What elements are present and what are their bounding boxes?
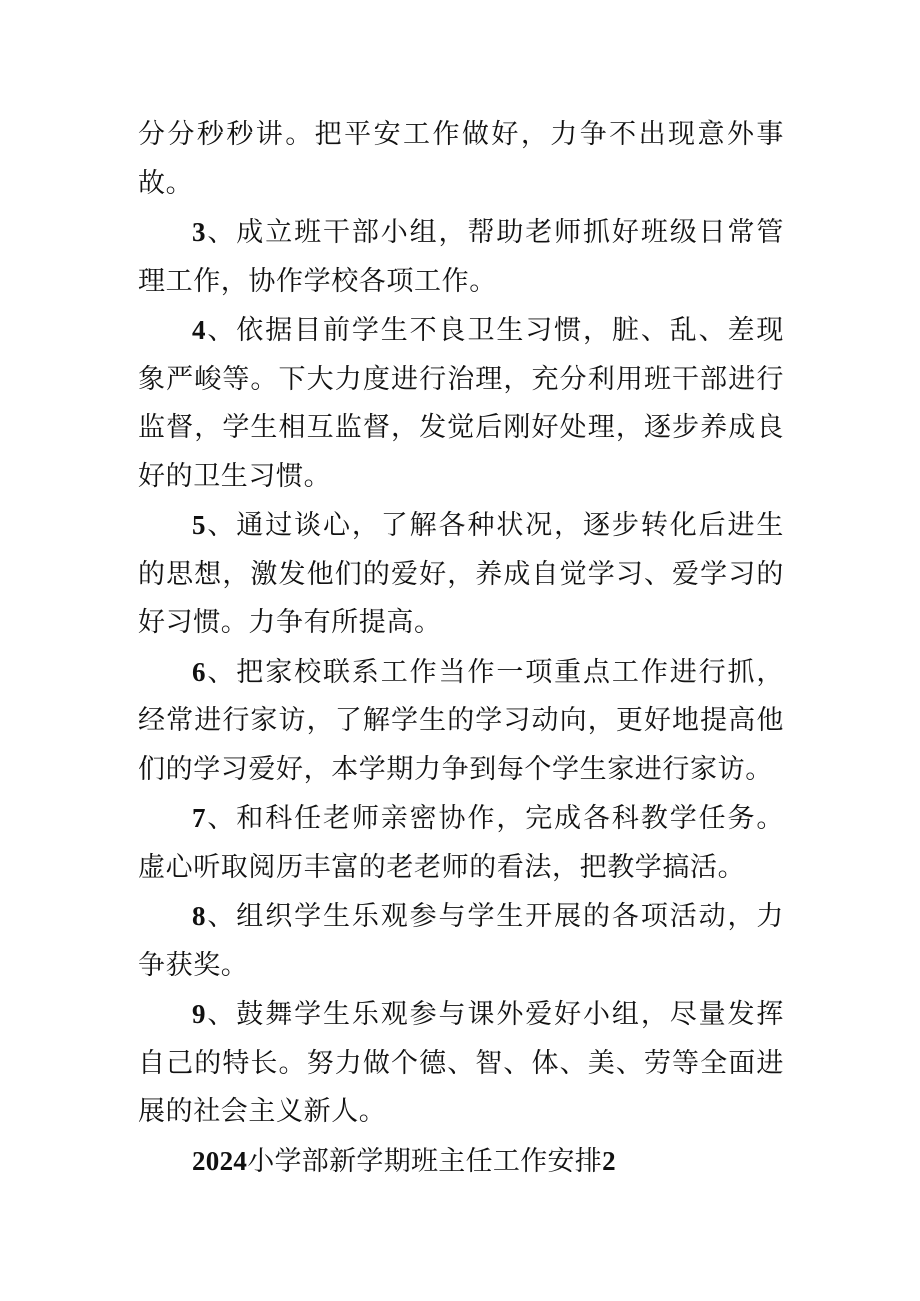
item-text: 、成立班干部小组，帮助老师抓好班级日常管理工作，协作学校各项工作。: [138, 217, 784, 297]
section-heading: [138, 1137, 784, 1187]
item-text: 、组织学生乐观参与学生开展的各项活动，力争获奖。: [138, 901, 784, 981]
list-item-9: [138, 990, 784, 1137]
item-number: 5: [192, 510, 207, 540]
list-item-7: [138, 794, 784, 892]
item-text: 、鼓舞学生乐观参与课外爱好小组，尽量发挥自己的特长。努力做个德、智、体、美、劳等全面进展的社会主义新人。: [138, 999, 784, 1127]
list-item-6: [138, 648, 784, 795]
item-number: 6: [192, 656, 207, 687]
item-text: 、依据目前学生不良卫生习惯，脏、乱、差现象严峻等。下大力度进行治理，充分利用班干部进行监督，学生相互监督，发觉后刚好处理，逐步养成良好的卫生习惯。: [138, 315, 784, 492]
item-text: 、通过谈心，了解各种状况，逐步转化后进生的思想，激发他们的爱好，养成自觉学习、爱学习的好习惯。力争有所提高。: [138, 510, 784, 638]
paragraph-continued: [138, 111, 784, 208]
paragraph-text: 分分秒秒讲。把平安工作做好，力争不出现意外事故。: [138, 119, 784, 199]
list-item-4: [138, 306, 784, 501]
item-number: 4: [192, 315, 207, 345]
heading-year: 2024: [192, 1145, 248, 1176]
item-text: 、和科任老师亲密协作，完成各科教学任务。虚心听取阅历丰富的老老师的看法，把教学搞活。: [138, 803, 784, 883]
list-item-8: [138, 892, 784, 990]
item-text: 、把家校联系工作当作一项重点工作进行抓，经常进行家访，了解学生的学习动向，更好地提高他们的学习爱好，本学期力争到每个学生家进行家访。: [138, 656, 784, 785]
list-item-5: [138, 501, 784, 648]
heading-text: 小学部新学期班主任工作安排: [247, 1145, 603, 1177]
heading-suffix: 2: [602, 1145, 616, 1176]
item-number: 3: [192, 217, 207, 247]
item-number: 9: [192, 999, 207, 1029]
item-number: 7: [192, 803, 207, 833]
item-number: 8: [192, 901, 207, 931]
list-item-3: [138, 208, 784, 306]
document-body: [138, 111, 784, 1186]
